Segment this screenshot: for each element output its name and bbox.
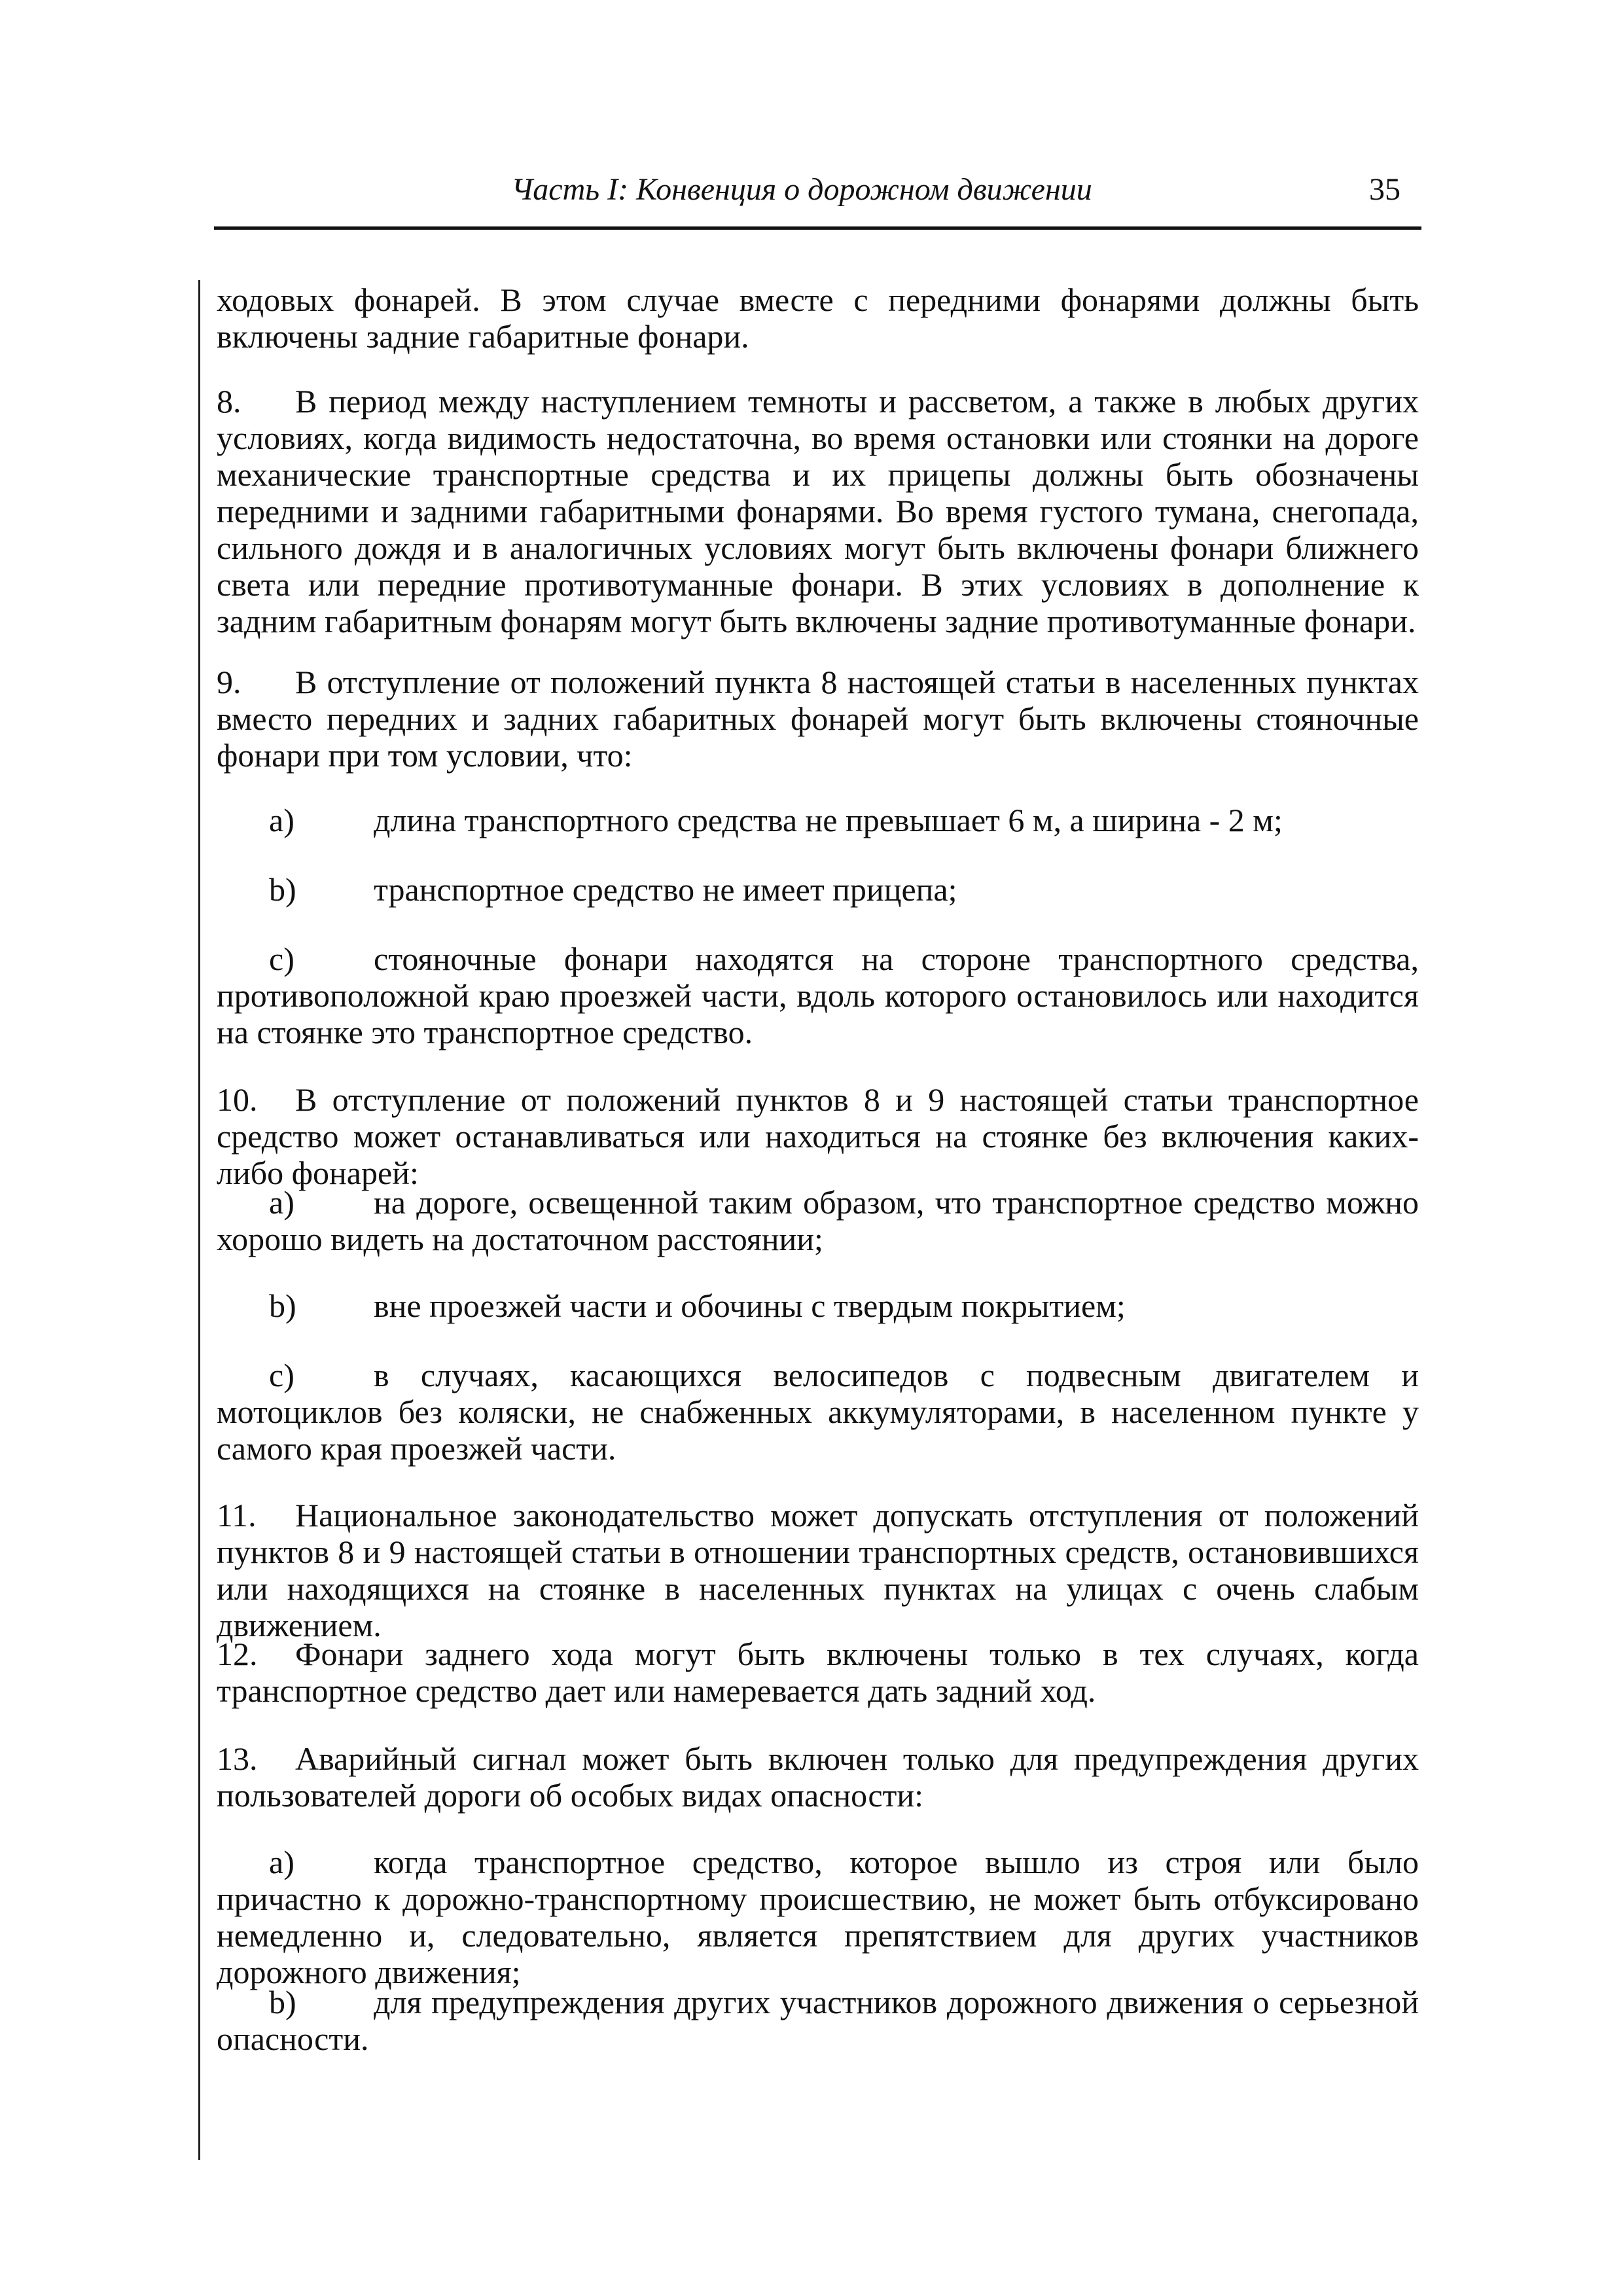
- paragraph-number: 9.: [217, 664, 241, 700]
- paragraph-text: Аварийный сигнал может быть включен только для предупреждения других пользователей дороги об особых видах опасности:: [217, 1740, 1419, 1814]
- paragraph-13: [217, 1740, 1419, 1814]
- paragraph-number: 13.: [217, 1740, 258, 1777]
- paragraph-11: [217, 1497, 1419, 1643]
- subitem-10c: [217, 1357, 1419, 1467]
- header-rule: [214, 226, 1421, 230]
- subitem-10a: [217, 1184, 1419, 1257]
- subitem-letter: a): [269, 802, 294, 838]
- paragraph-number: 11.: [217, 1497, 257, 1534]
- subitem-9c: [217, 941, 1419, 1050]
- subitem-text: длина транспортного средства не превышает 6 м, а ширина - 2 м;: [374, 802, 1283, 838]
- subitem-13a: [217, 1844, 1419, 1990]
- subitem-letter: a): [269, 1844, 294, 1880]
- subitem-letter: b): [269, 1984, 296, 2020]
- paragraph-text: В период между наступлением темноты и рассветом, а также в любых других условиях, когда видимость недостаточна, во время остановки или стоянки на дороге механические транспортные средства и их прицепы должны быть обозначены передними и задними габаритными фонарями. Во время густого тумана, снегопада, сильного дождя и в аналогичных условиях могут быть включены фонари ближнего света или передние противотуманные фонари. В этих условиях в дополнение к задним габаритным фонарям могут быть включены задние противотуманные фонари.: [217, 383, 1419, 639]
- subitem-text: когда транспортное средство, которое вышло из строя или было причастно к дорожно-транспортному происшествию, не может быть отбуксировано немедленно и, следовательно, является препятствием для других участников дорожного движения;: [217, 1844, 1419, 1990]
- subitem-text: стояночные фонари находятся на стороне транспортного средства, противоположной краю проезжей части, вдоль которого остановилось или находится на стоянке это транспортное средство.: [217, 941, 1419, 1050]
- paragraph-10: [217, 1081, 1419, 1191]
- paragraph-text: Фонари заднего хода могут быть включены только в тех случаях, когда транспортное средство дает или намеревается дать задний ход.: [217, 1636, 1419, 1709]
- subitem-13b: [217, 1984, 1419, 2057]
- paragraph-number: 12.: [217, 1636, 258, 1672]
- subitem-text: транспортное средство не имеет прицепа;: [374, 871, 957, 908]
- running-header-title: Часть I: Конвенция о дорожном движении: [511, 172, 1092, 207]
- subitem-letter: a): [269, 1184, 294, 1221]
- paragraph-number: 8.: [217, 383, 241, 420]
- subitem-letter: b): [269, 1287, 296, 1324]
- subitem-text: вне проезжей части и обочины с твердым покрытием;: [374, 1287, 1126, 1324]
- subitem-10b: [217, 1287, 1419, 1324]
- paragraph-12: [217, 1636, 1419, 1709]
- paragraph-9: [217, 664, 1419, 774]
- paragraph-text: Национальное законодательство может допускать отступления от положений пунктов 8 и 9 настоящей статьи в отношении транспортных средств, остановившихся или находящихся на стоянке в населенных пунктах на улицах с очень слабым движением.: [217, 1497, 1419, 1643]
- paragraph-continuation: [217, 281, 1419, 355]
- subitem-letter: c): [269, 941, 294, 977]
- subitem-letter: c): [269, 1357, 294, 1393]
- paragraph-text: ходовых фонарей. В этом случае вместе с передними фонарями должны быть включены задние габаритные фонари.: [217, 281, 1419, 355]
- subitem-text: для предупреждения других участников дорожного движения о серьезной опасности.: [217, 1984, 1419, 2057]
- change-bar: [198, 280, 200, 2160]
- subitem-9b: [217, 871, 1419, 908]
- page-number: 35: [1369, 172, 1400, 207]
- subitem-text: в случаях, касающихся велосипедов с подвесным двигателем и мотоциклов без коляски, не снабженных аккумуляторами, в населенном пункте у самого края проезжей части.: [217, 1357, 1419, 1467]
- paragraph-8: [217, 383, 1419, 639]
- paragraph-text: В отступление от положений пункта 8 настоящей статьи в населенных пунктах вместо передних и задних габаритных фонарей могут быть включены стояночные фонари при том условии, что:: [217, 664, 1419, 774]
- subitem-letter: b): [269, 871, 296, 908]
- subitem-text: на дороге, освещенной таким образом, что транспортное средство можно хорошо видеть на достаточном расстоянии;: [217, 1184, 1419, 1257]
- subitem-9a: [217, 802, 1419, 838]
- paragraph-text: В отступление от положений пунктов 8 и 9 настоящей статьи транспортное средство может останавливаться или находиться на стоянке без включения каких-либо фонарей:: [217, 1081, 1419, 1191]
- paragraph-number: 10.: [217, 1081, 258, 1118]
